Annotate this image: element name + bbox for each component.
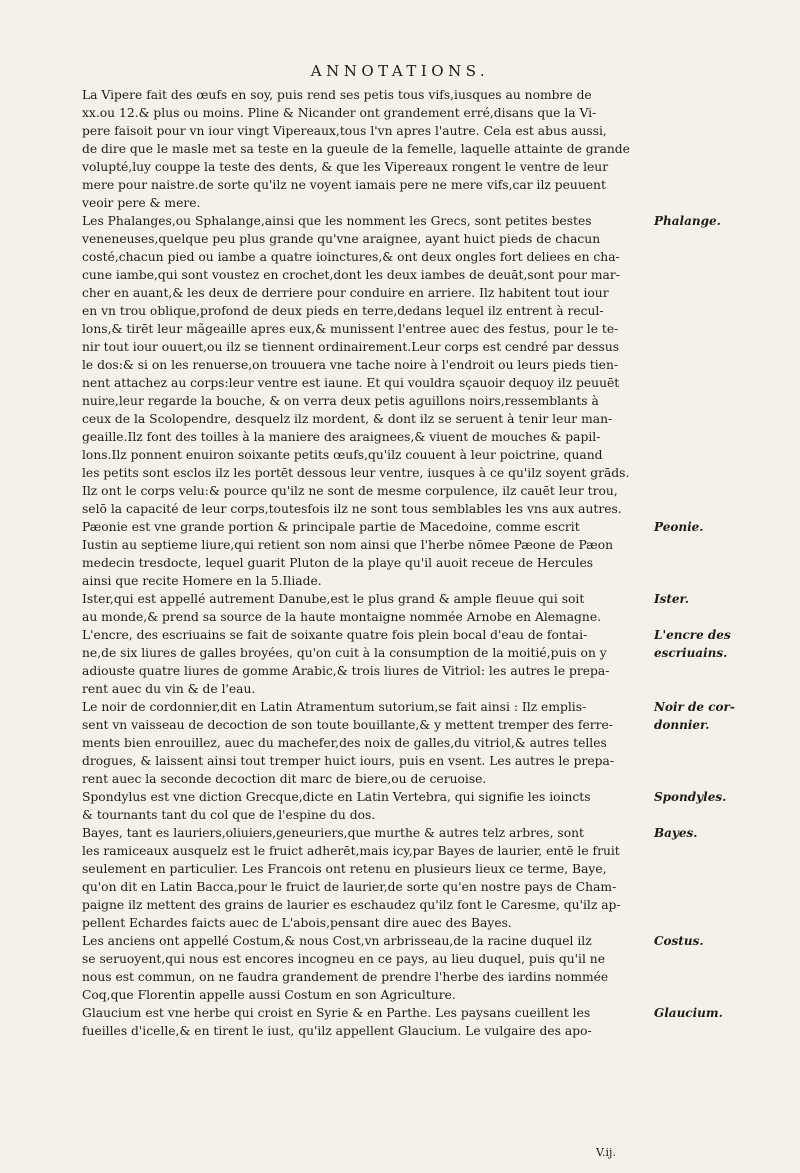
text-line: pere faisoit pour vn iour vingt Vipereaux,tous l'vn apres l'autre. Cela est abus aussi, [82, 124, 607, 138]
text-line: Bayes, tant es lauriers,oliuiers,geneuriers,que murthe & autres telz arbres, sont [82, 826, 584, 840]
margin-note: L'encre des [654, 628, 731, 642]
text-line: les petits sont esclos ilz les portēt dessous leur ventre, iusques à ce qu'ilz soyent grāds. [82, 466, 630, 480]
text-line: seulement en particulier. Les Francois ont retenu en plusieurs lieux ce terme, Baye, [82, 862, 607, 876]
margin-note: Peonie. [654, 520, 704, 534]
text-line: costé,chacun pied ou iambe a quatre ioinctures,& ont deux ongles fort deliees en cha- [82, 250, 620, 264]
text-line: veneneuses,quelque peu plus grande qu'vne araignee, ayant huict pieds de chacun [82, 232, 601, 246]
text-line: rent auec du vin & de l'eau. [82, 682, 256, 696]
text-line: L'encre, des escriuains se fait de soixante quatre fois plein bocal d'eau de fontai- [82, 628, 588, 642]
text-line: cher en auant,& les deux de derriere pour conduire en arriere. Ilz habitent tout iour [82, 286, 609, 300]
text-line: ne,de six liures de galles broyées, qu'on cuit à la consumption de la moitié,puis on y [82, 646, 607, 660]
text-line: paigne ilz mettent des grains de laurier es eschaudez qu'ilz font le Caresme, qu'ilz ap- [82, 898, 621, 912]
text-line: Ister,qui est appellé autrement Danube,est le plus grand & ample fleuue qui soit [82, 592, 585, 606]
text-line: drogues, & laissent ainsi tout tremper huict iours, puis en vsent. Les autres le prepa- [82, 754, 614, 768]
text-line: Iustin au septieme liure,qui retient son nom ainsi que l'herbe nōmee Pæone de Pæon [82, 538, 614, 552]
text-line: au monde,& prend sa source de la haute montaigne nommée Arnobe en Alemagne. [82, 610, 602, 624]
margin-note: donnier. [654, 718, 710, 732]
text-line: lons,& tirēt leur mãgeaille apres eux,& munissent l'entree auec des festus, pour le te- [82, 322, 619, 336]
margin-note: escriuains. [654, 646, 728, 660]
text-line: xx.ou 12.& plus ou moins. Pline & Nicander ont grandement erré,disans que la Vi- [82, 106, 597, 120]
margin-note: Costus. [654, 934, 704, 948]
text-line: sent vn vaisseau de decoction de son toute bouillante,& y mettent tremper des ferre- [82, 718, 613, 732]
text-line: en vn trou oblique,profond de deux pieds en terre,dedans lequel ilz entrent à recul- [82, 304, 604, 318]
margin-note: Glaucium. [654, 1006, 723, 1020]
text-line: nir tout iour ouuert,ou ilz se tiennent ordinairement.Leur corps est cendré par dessus [82, 340, 620, 354]
margin-note: Bayes. [654, 826, 698, 840]
text-line: Coq,que Florentin appelle aussi Costum en son Agriculture. [82, 988, 456, 1002]
text-line: Pæonie est vne grande portion & principale partie de Macedoine, comme escrit [82, 520, 580, 534]
text-line: Glaucium est vne herbe qui croist en Syrie & en Parthe. Les paysans cueillent les [82, 1006, 591, 1020]
text-line: veoir pere & mere. [82, 196, 201, 210]
text-line: Le noir de cordonnier,dit en Latin Atramentum sutorium,se fait ainsi : Ilz emplis- [82, 700, 587, 714]
text-line: pellent Echardes faicts auec de L'abois,pensant dire auec des Bayes. [82, 916, 512, 930]
text-line: cune iambe,qui sont voustez en crochet,dont les deux iambes de deuāt,sont pour mar- [82, 268, 620, 282]
margin-note: Noir de cor- [654, 700, 735, 714]
text-line: volupté,luy couppe la teste des dents, & que les Vipereaux rongent le ventre de leur [82, 160, 609, 174]
text-line: Les Phalanges,ou Sphalange,ainsi que les nomment les Grecs, sont petites bestes [82, 214, 592, 228]
text-line: Spondylus est vne diction Grecque,dicte en Latin Vertebra, qui signifie les ioincts [82, 790, 591, 804]
text-line: mere pour naistre.de sorte qu'ilz ne voyent iamais pere ne mere vifs,car ilz peuuent [82, 178, 606, 192]
text-line: rent auec la seconde decoction dit marc de biere,ou de ceruoise. [82, 772, 487, 786]
text-line: nent attachez au corps:leur ventre est iaune. Et qui vouldra sçauoir dequoy ilz peuuēt [82, 376, 620, 390]
text-line: lons.Ilz ponnent enuiron soixante petits œufs,qu'ilz couuent à leur poictrine, quand [82, 448, 603, 462]
text-line: ceux de la Scolopendre, desquelz ilz mordent, & dont ilz se seruent à tenir leur man- [82, 412, 613, 426]
body-text [82, 86, 722, 1040]
text-line: nous est commun, on ne faudra grandement de prendre l'herbe des iardins nommée [82, 970, 609, 984]
text-line: ainsi que recite Homere en la 5.Iliade. [82, 574, 322, 588]
signature-mark: V.ij. [596, 1146, 616, 1159]
margin-note: Phalange. [654, 214, 721, 228]
text-line: qu'on dit en Latin Bacca,pour le fruict de laurier,de sorte qu'en nostre pays de Cham- [82, 880, 617, 894]
text-line: ments bien enrouillez, auec du machefer,des noix de galles,du vitriol,& autres telles [82, 736, 607, 750]
text-line: adiouste quatre liures de gomme Arabic,& trois liures de Vitriol: les autres le prepa- [82, 664, 610, 678]
text-line: Les anciens ont appellé Costum,& nous Cost,vn arbrisseau,de la racine duquel ilz [82, 934, 592, 948]
text-line: Ilz ont le corps velu:& pource qu'ilz ne sont de mesme corpulence, ilz cauēt leur trou, [82, 484, 618, 498]
text-line: nuire,leur regarde la bouche, & on verra deux petis aguillons noirs,ressemblants à [82, 394, 599, 408]
running-head: ANNOTATIONS. [310, 62, 490, 80]
text-line: La Vipere fait des œufs en soy, puis rend ses petis tous vifs,iusques au nombre de [82, 88, 592, 102]
text-line: les ramiceaux ausquelz est le fruict adherēt,mais icy,par Bayes de laurier, entē le fruit [82, 844, 620, 858]
text-line: de dire que le masle met sa teste en la gueule de la femelle, laquelle attainte de grande [82, 142, 630, 156]
text-line: fueilles d'icelle,& en tirent le iust, qu'ilz appellent Glaucium. Le vulgaire des apo- [82, 1024, 592, 1038]
text-line: le dos:& si on les renuerse,on trouuera vne tache noire à l'endroit ou leurs pieds tien- [82, 358, 619, 372]
text-line: geaille.Ilz font des toilles à la maniere des araignees,& viuent de mouches & papil- [82, 430, 601, 444]
text-line: se seruoyent,qui nous est encores incogneu en ce pays, au lieu duquel, puis qu'il ne [82, 952, 606, 966]
margin-note: Ister. [654, 592, 689, 606]
text-line: & tournants tant du col que de l'espine du dos. [82, 808, 376, 822]
text-line: selō la capacité de leur corps,toutesfois ilz ne sont tous semblables les vns aux autres. [82, 502, 622, 516]
margin-note: Spondyles. [654, 790, 727, 804]
text-line: medecin tresdocte, lequel guarit Pluton de la playe qu'il auoit receue de Hercules [82, 556, 594, 570]
